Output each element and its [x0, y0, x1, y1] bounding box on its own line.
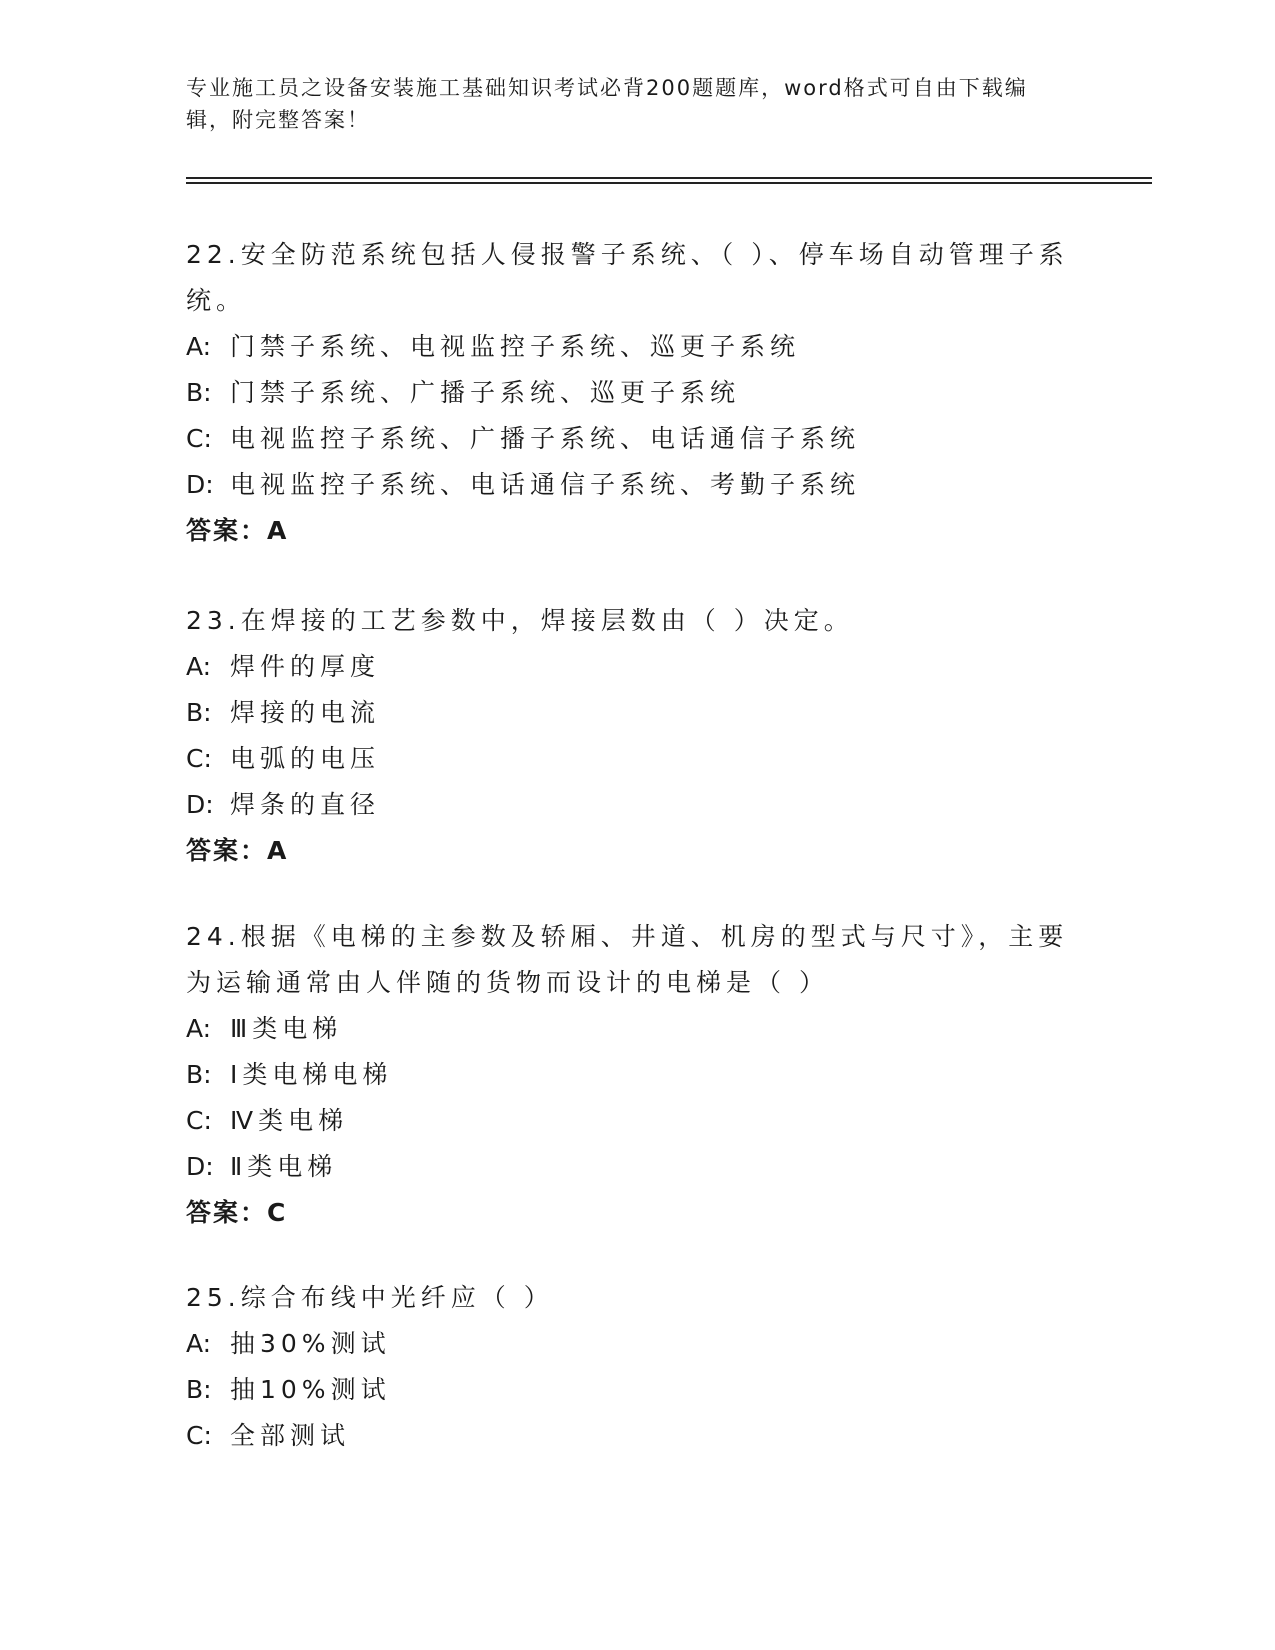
option-text: 电视监控子系统、电话通信子系统、考勤子系统 [230, 470, 861, 499]
question-stem: 22.安全防范系统包括人侵报警子系统、（ ）、停车场自动管理子系统。 [186, 240, 1069, 315]
option-a [186, 644, 1086, 690]
option-key: C: [186, 1421, 212, 1450]
option-key: D: [186, 790, 214, 819]
option-key: A: [186, 332, 212, 361]
option-key: C: [186, 744, 212, 773]
answer-label: 答案：A [186, 836, 289, 865]
option-b [186, 1367, 1086, 1413]
option-d [186, 1144, 1086, 1190]
option-key: B: [186, 698, 212, 727]
option-text: 焊条的直径 [230, 790, 381, 819]
option-key: A: [186, 652, 212, 681]
option-c [186, 1413, 1086, 1459]
question-25 [186, 1275, 1086, 1459]
option-c [186, 416, 1086, 462]
option-b [186, 370, 1086, 416]
question-stem: 24.根据《电梯的主参数及轿厢、井道、机房的型式与尺寸》，主要为运输通常由人伴随的货物而设计的电梯是（ ） [186, 922, 1069, 997]
option-text: 焊件的厚度 [230, 652, 381, 681]
option-text: Ⅰ类电梯电梯 [230, 1060, 393, 1089]
option-key: C: [186, 424, 212, 453]
option-a [186, 1006, 1086, 1052]
option-text: Ⅲ类电梯 [230, 1014, 343, 1043]
option-d [186, 462, 1086, 508]
option-text: 电视监控子系统、广播子系统、电话通信子系统 [230, 424, 861, 453]
question-24 [186, 914, 1086, 1236]
option-text: 抽30%测试 [230, 1329, 391, 1358]
option-text: Ⅳ类电梯 [230, 1106, 349, 1135]
option-text: 全部测试 [230, 1421, 351, 1450]
option-key: A: [186, 1329, 212, 1358]
option-c [186, 1098, 1086, 1144]
option-key: D: [186, 470, 214, 499]
question-22 [186, 232, 1086, 554]
option-key: D: [186, 1152, 214, 1181]
option-d [186, 782, 1086, 828]
option-text: 门禁子系统、广播子系统、巡更子系统 [230, 378, 741, 407]
option-a [186, 324, 1086, 370]
option-key: B: [186, 1060, 212, 1089]
option-b [186, 1052, 1086, 1098]
answer-label: 答案：A [186, 516, 289, 545]
header-divider-bottom [186, 182, 1152, 184]
option-c [186, 736, 1086, 782]
answer-label: 答案：C [186, 1198, 288, 1227]
option-key: B: [186, 378, 212, 407]
option-key: C: [186, 1106, 212, 1135]
option-key: A: [186, 1014, 212, 1043]
question-stem: 23.在焊接的工艺参数中，焊接层数由（ ）决定。 [186, 606, 854, 635]
option-text: 电弧的电压 [230, 744, 381, 773]
option-text: 焊接的电流 [230, 698, 381, 727]
option-text: Ⅱ类电梯 [230, 1152, 338, 1181]
question-23 [186, 598, 1086, 874]
option-b [186, 690, 1086, 736]
option-text: 抽10%测试 [230, 1375, 391, 1404]
option-a [186, 1321, 1086, 1367]
header-divider-top [186, 177, 1152, 179]
document-header: 专业施工员之设备安装施工基础知识考试必背200题题库，word格式可自由下载编辑，附完整答案！ [186, 76, 1028, 132]
question-stem: 25.综合布线中光纤应（ ） [186, 1283, 554, 1312]
option-key: B: [186, 1375, 212, 1404]
option-text: 门禁子系统、电视监控子系统、巡更子系统 [230, 332, 801, 361]
